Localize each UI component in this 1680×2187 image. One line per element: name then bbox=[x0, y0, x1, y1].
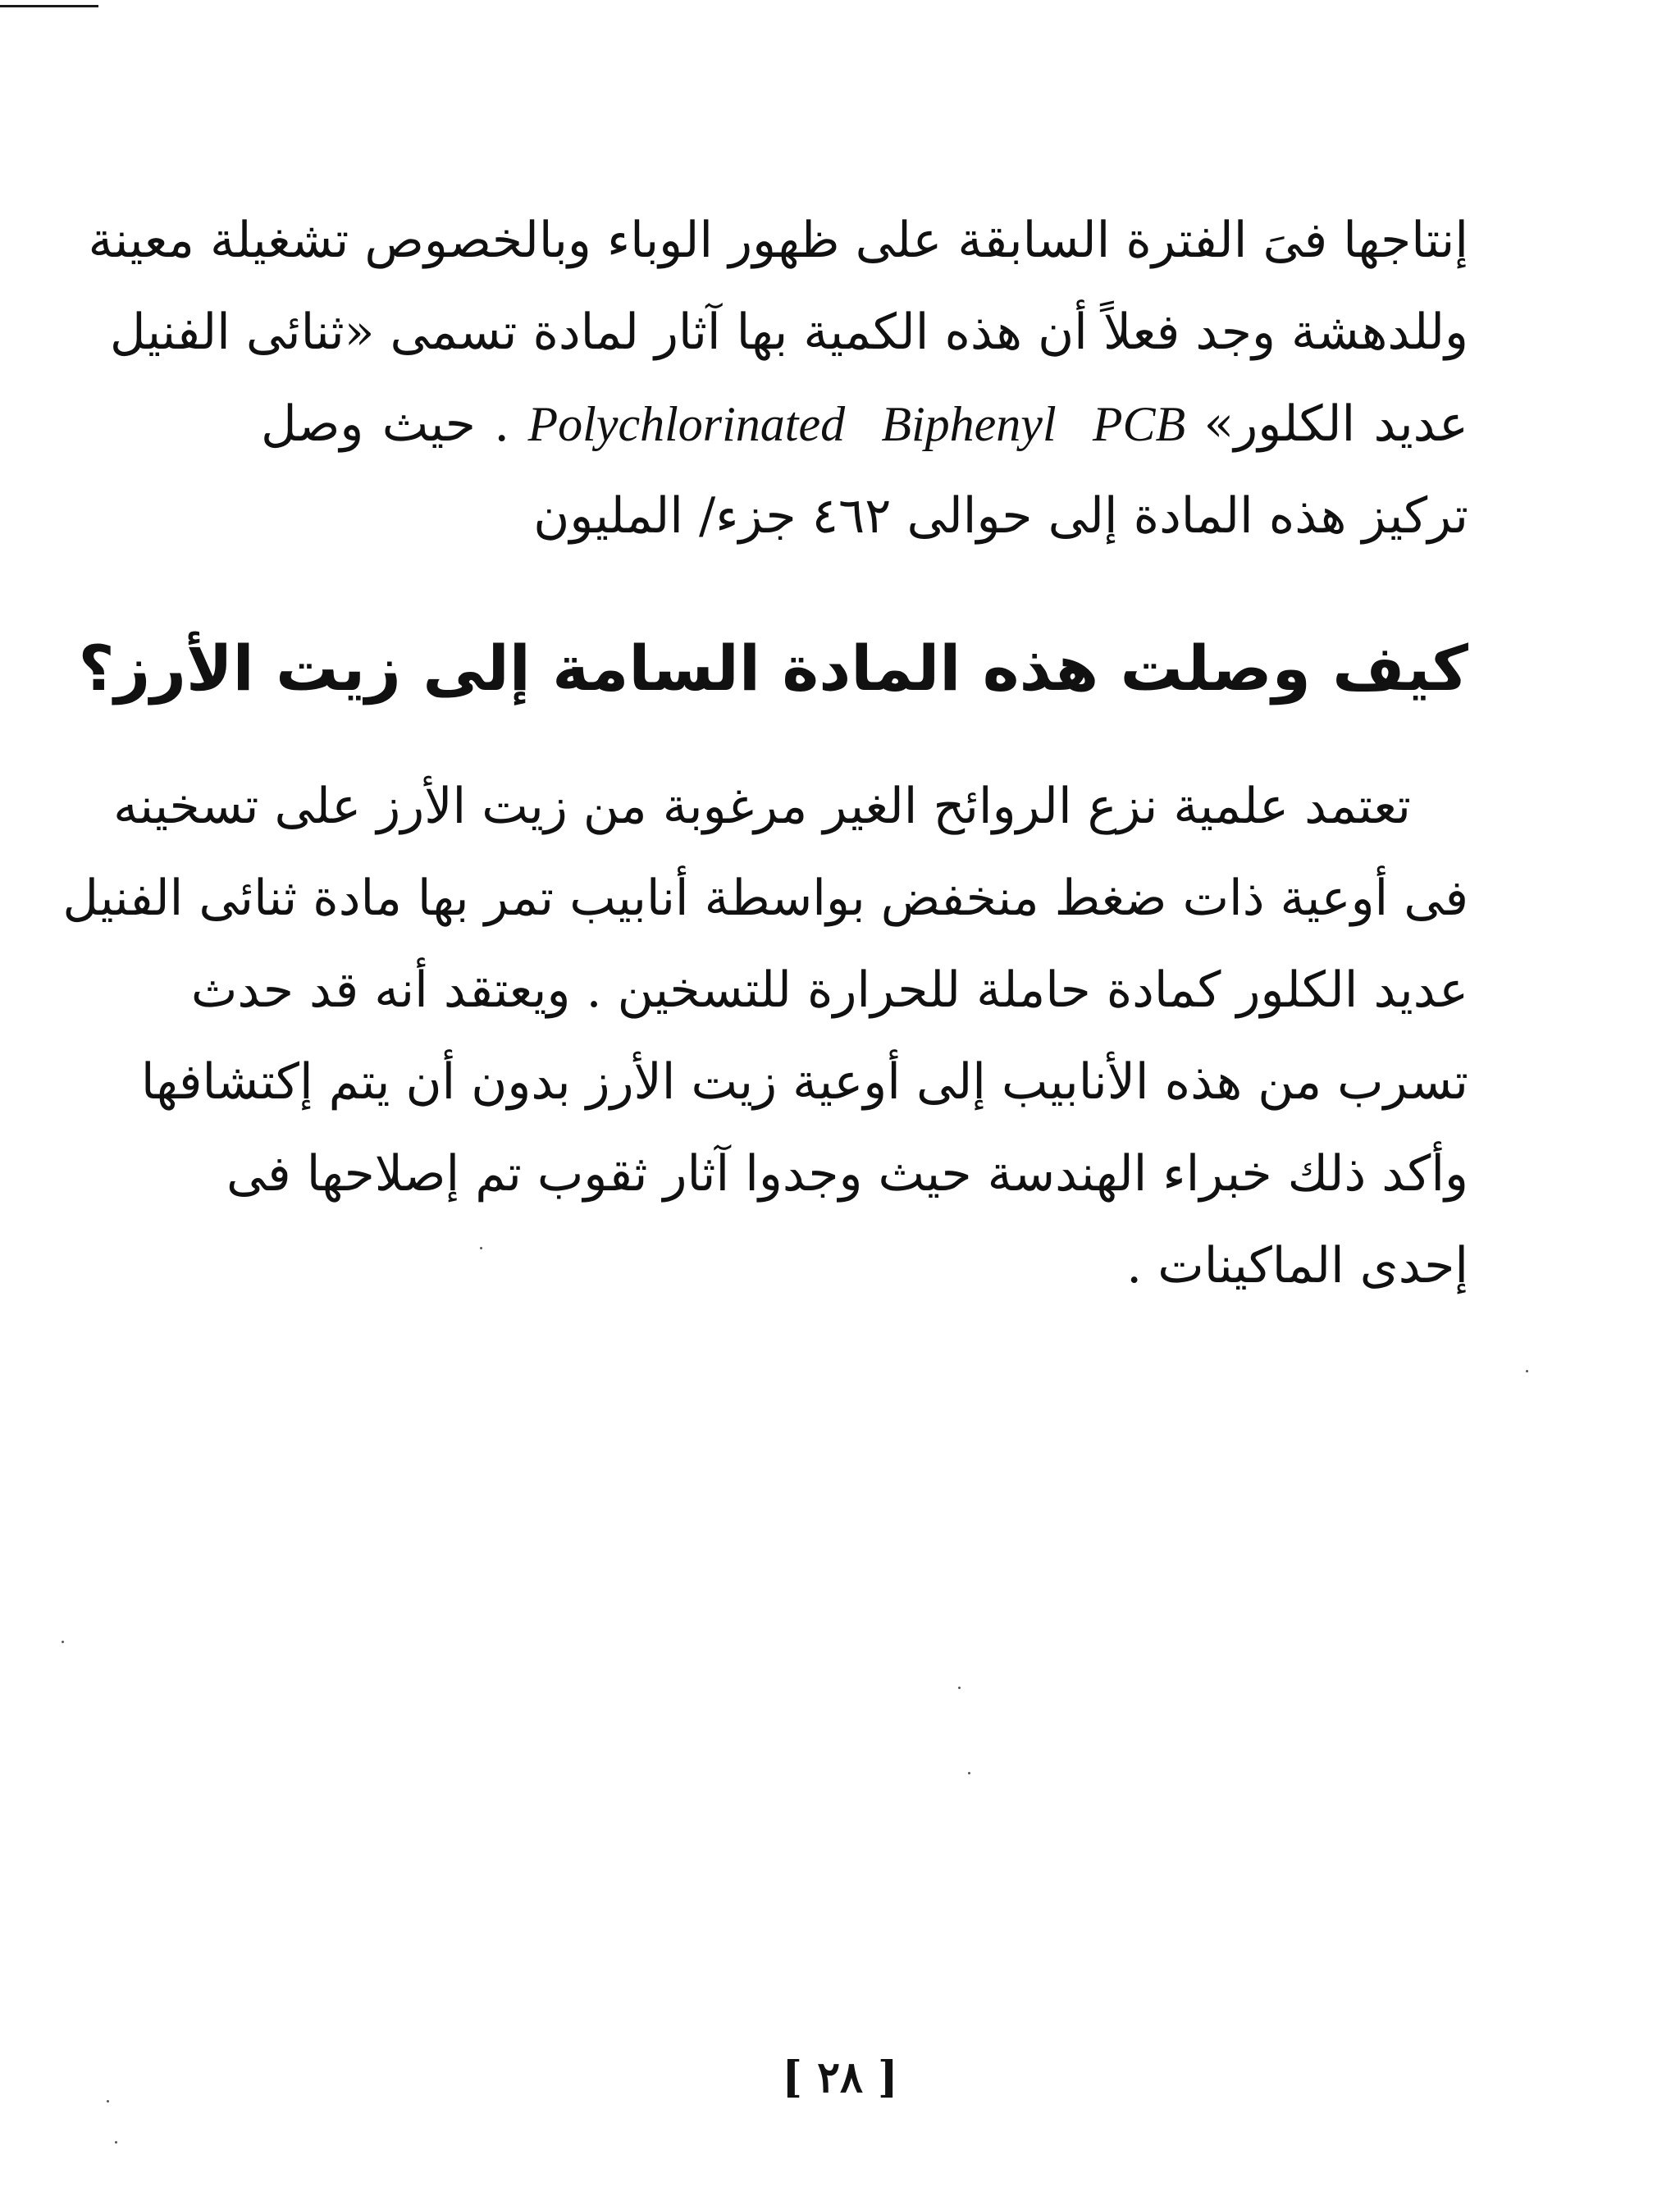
scan-speck bbox=[107, 2100, 109, 2103]
paragraph2-line-1: تعتمد علمية نزع الروائح الغير مرغوبة من زيت الأرز على تسخينه bbox=[113, 778, 1411, 835]
paragraph2-line-4: تسرب من هذه الأنابيب إلى أوعية زيت الأرز بدون أن يتم إكتشافها bbox=[140, 1053, 1468, 1111]
sentence-continuation: . حيث وصل bbox=[261, 395, 510, 453]
paragraph2-line-5: وأكد ذلك خبراء الهندسة حيث وجدوا آثار ثقوب تم إصلاحها فى bbox=[226, 1145, 1468, 1203]
pcb-english-name: Polychlorinated Biphenyl PCB bbox=[527, 397, 1186, 451]
scan-speck bbox=[62, 1641, 64, 1643]
paragraph2-line-6: إحدى الماكينات . bbox=[1126, 1237, 1468, 1294]
paragraph2-line-3: عديد الكلور كمادة حاملة للحرارة للتسخين . ويعتقد أنه قد حدث bbox=[190, 961, 1468, 1019]
paragraph1-line-3 bbox=[261, 379, 1468, 469]
page-number: [ ٢٨ ] bbox=[782, 2052, 898, 2103]
paragraph1-line-4: تركيز هذه المادة إلى حوالى ٤٦٢ جزء/ المليون bbox=[533, 487, 1468, 545]
scan-speck bbox=[115, 2141, 117, 2144]
scan-speck bbox=[1526, 1370, 1528, 1372]
scan-speck bbox=[958, 1687, 961, 1689]
paragraph2-line-2: فى أوعية ذات ضغط منخفض بواسطة أنابيب تمر بها مادة ثنائى الفنيل bbox=[62, 870, 1468, 927]
section-heading: كيف وصلت هذه المادة السامة إلى زيت الأرز؟ bbox=[78, 632, 1468, 705]
scan-edge-mark bbox=[0, 5, 98, 7]
scan-speck bbox=[968, 1772, 970, 1774]
paragraph1-line-2: وللدهشة وجد فعلاً أن هذه الكمية بها آثار لمادة تسمى «ثنائى الفنيل bbox=[109, 304, 1468, 361]
paragraph1-line-1: إنتاجها فىَ الفترة السابقة على ظهور الوباء وبالخصوص تشغيلة معينة bbox=[88, 212, 1468, 269]
scan-speck bbox=[480, 1247, 482, 1249]
pcb-arabic-name: عديد الكلور» bbox=[1203, 395, 1468, 453]
